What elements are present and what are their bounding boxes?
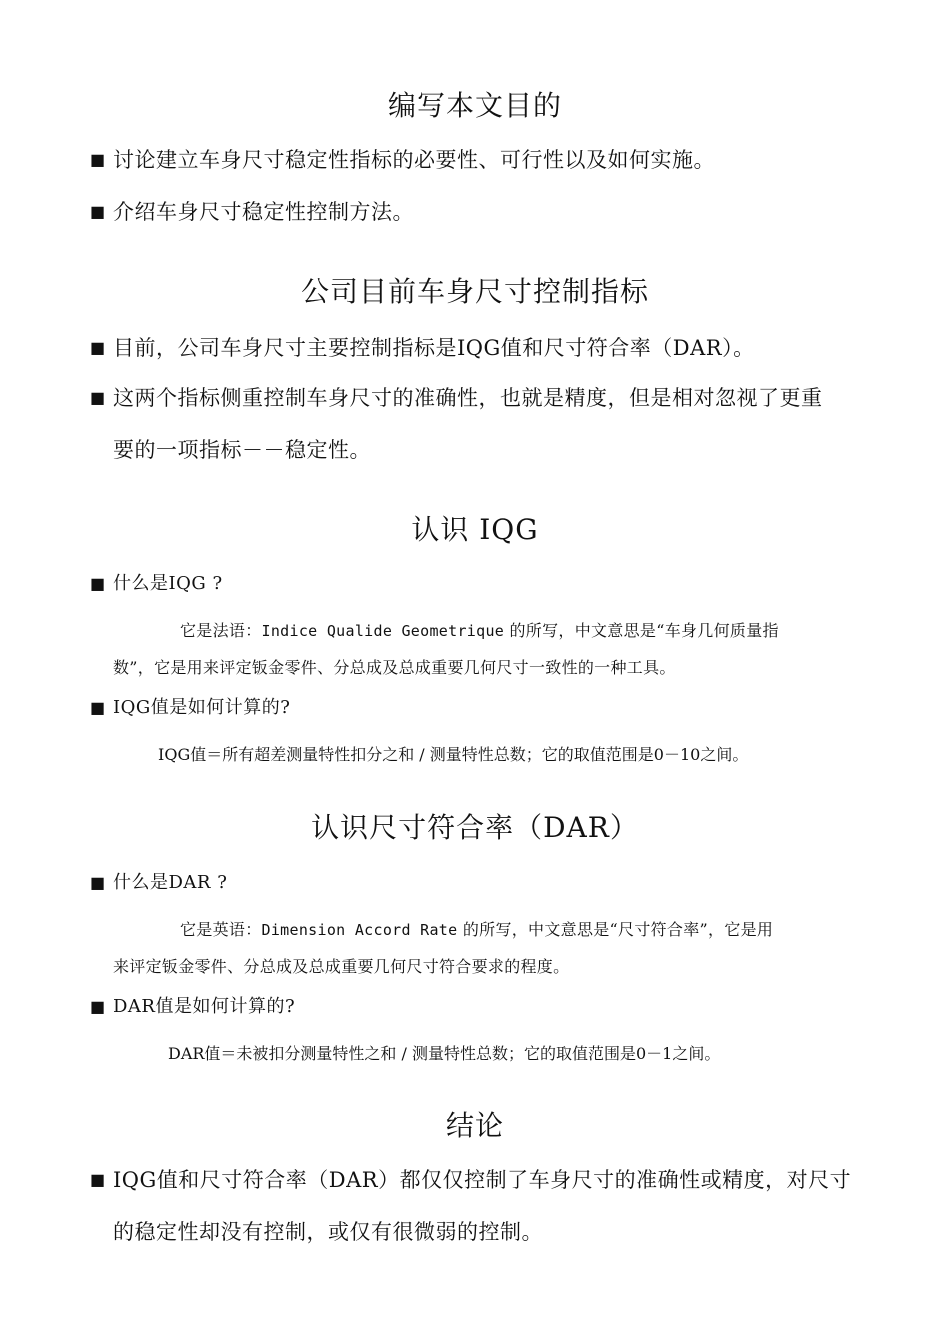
bullet-square-icon: ■ (90, 574, 106, 593)
bullet-text: 目前，公司车身尺寸主要控制指标是IQG值和尺寸符合率（DAR）。 (113, 336, 755, 360)
definition-suffix: 的所写，中文意思是“车身几何质量指 (504, 621, 779, 640)
bullet-text: DAR值是如何计算的? (113, 996, 296, 1017)
bullet-text-line-1: 这两个指标侧重控制车身尺寸的准确性，也就是精度，但是相对忽视了更重 (113, 386, 823, 410)
definition-prefix: 它是法语： (180, 621, 262, 640)
bullet-current-1 (90, 322, 860, 374)
bullet-square-icon: ■ (90, 388, 106, 407)
bullet-text: 介绍车身尺寸稳定性控制方法。 (113, 200, 414, 224)
dar-formula: DAR值＝未被扣分测量特性之和 / 测量特性总数；它的取值范围是0－1之间。 (168, 1044, 721, 1063)
definition-suffix: 的所写，中文意思是“尺寸符合率”，它是用 (457, 920, 774, 939)
dar-definition-line-1 (180, 911, 870, 949)
heading-conclusion: 结论 (445, 1109, 504, 1142)
heading-iqg: 认识 IQG (411, 513, 539, 546)
iqg-formula: IQG值＝所有超差测量特性扣分之和 / 测量特性总数；它的取值范围是0－10之间。 (158, 745, 749, 764)
bullet-text: 讨论建立车身尺寸稳定性指标的必要性、可行性以及如何实施。 (113, 148, 715, 172)
heading-dar: 认识尺寸符合率（DAR） (311, 811, 639, 844)
definition-term: Indice Qualide Geometrique (261, 622, 505, 640)
bullet-text-line-1: IQG值和尺寸符合率（DAR）都仅仅控制了车身尺寸的准确性或精度，对尺寸 (113, 1168, 852, 1192)
bullet-square-icon: ■ (90, 1170, 106, 1189)
bullet-conclusion (90, 1154, 860, 1258)
bullet-purpose-2 (90, 186, 860, 238)
bullet-text-line-2: 的稳定性却没有控制，或仅有很微弱的控制。 (113, 1220, 543, 1244)
bullet-iqg-how (90, 682, 860, 734)
bullet-iqg-what (90, 558, 860, 610)
bullet-square-icon: ■ (90, 150, 106, 169)
bullet-square-icon: ■ (90, 202, 106, 221)
iqg-definition-line-2: 数”，它是用来评定钣金零件、分总成及总成重要几何尺寸一致性的一种工具。 (113, 658, 676, 677)
bullet-square-icon: ■ (90, 698, 106, 717)
bullet-text: IQG值是如何计算的? (113, 697, 291, 718)
iqg-definition-line-1 (180, 612, 870, 650)
bullet-square-icon: ■ (90, 997, 106, 1016)
definition-prefix: 它是英语： (180, 920, 262, 939)
bullet-text: 什么是IQG ? (113, 573, 223, 594)
bullet-dar-what (90, 857, 860, 909)
dar-definition-line-2: 来评定钣金零件、分总成及总成重要几何尺寸符合要求的程度。 (113, 957, 570, 976)
bullet-text: 什么是DAR ? (113, 872, 228, 893)
bullet-text-line-2: 要的一项指标－－稳定性。 (113, 438, 371, 462)
definition-term: Dimension Accord Rate (261, 921, 458, 939)
bullet-square-icon: ■ (90, 873, 106, 892)
bullet-square-icon: ■ (90, 338, 106, 357)
bullet-purpose-1 (90, 134, 860, 186)
bullet-dar-how (90, 981, 860, 1033)
heading-purpose: 编写本文目的 (387, 89, 562, 122)
bullet-current-2 (90, 372, 860, 476)
heading-current-metrics: 公司目前车身尺寸控制指标 (300, 275, 649, 308)
